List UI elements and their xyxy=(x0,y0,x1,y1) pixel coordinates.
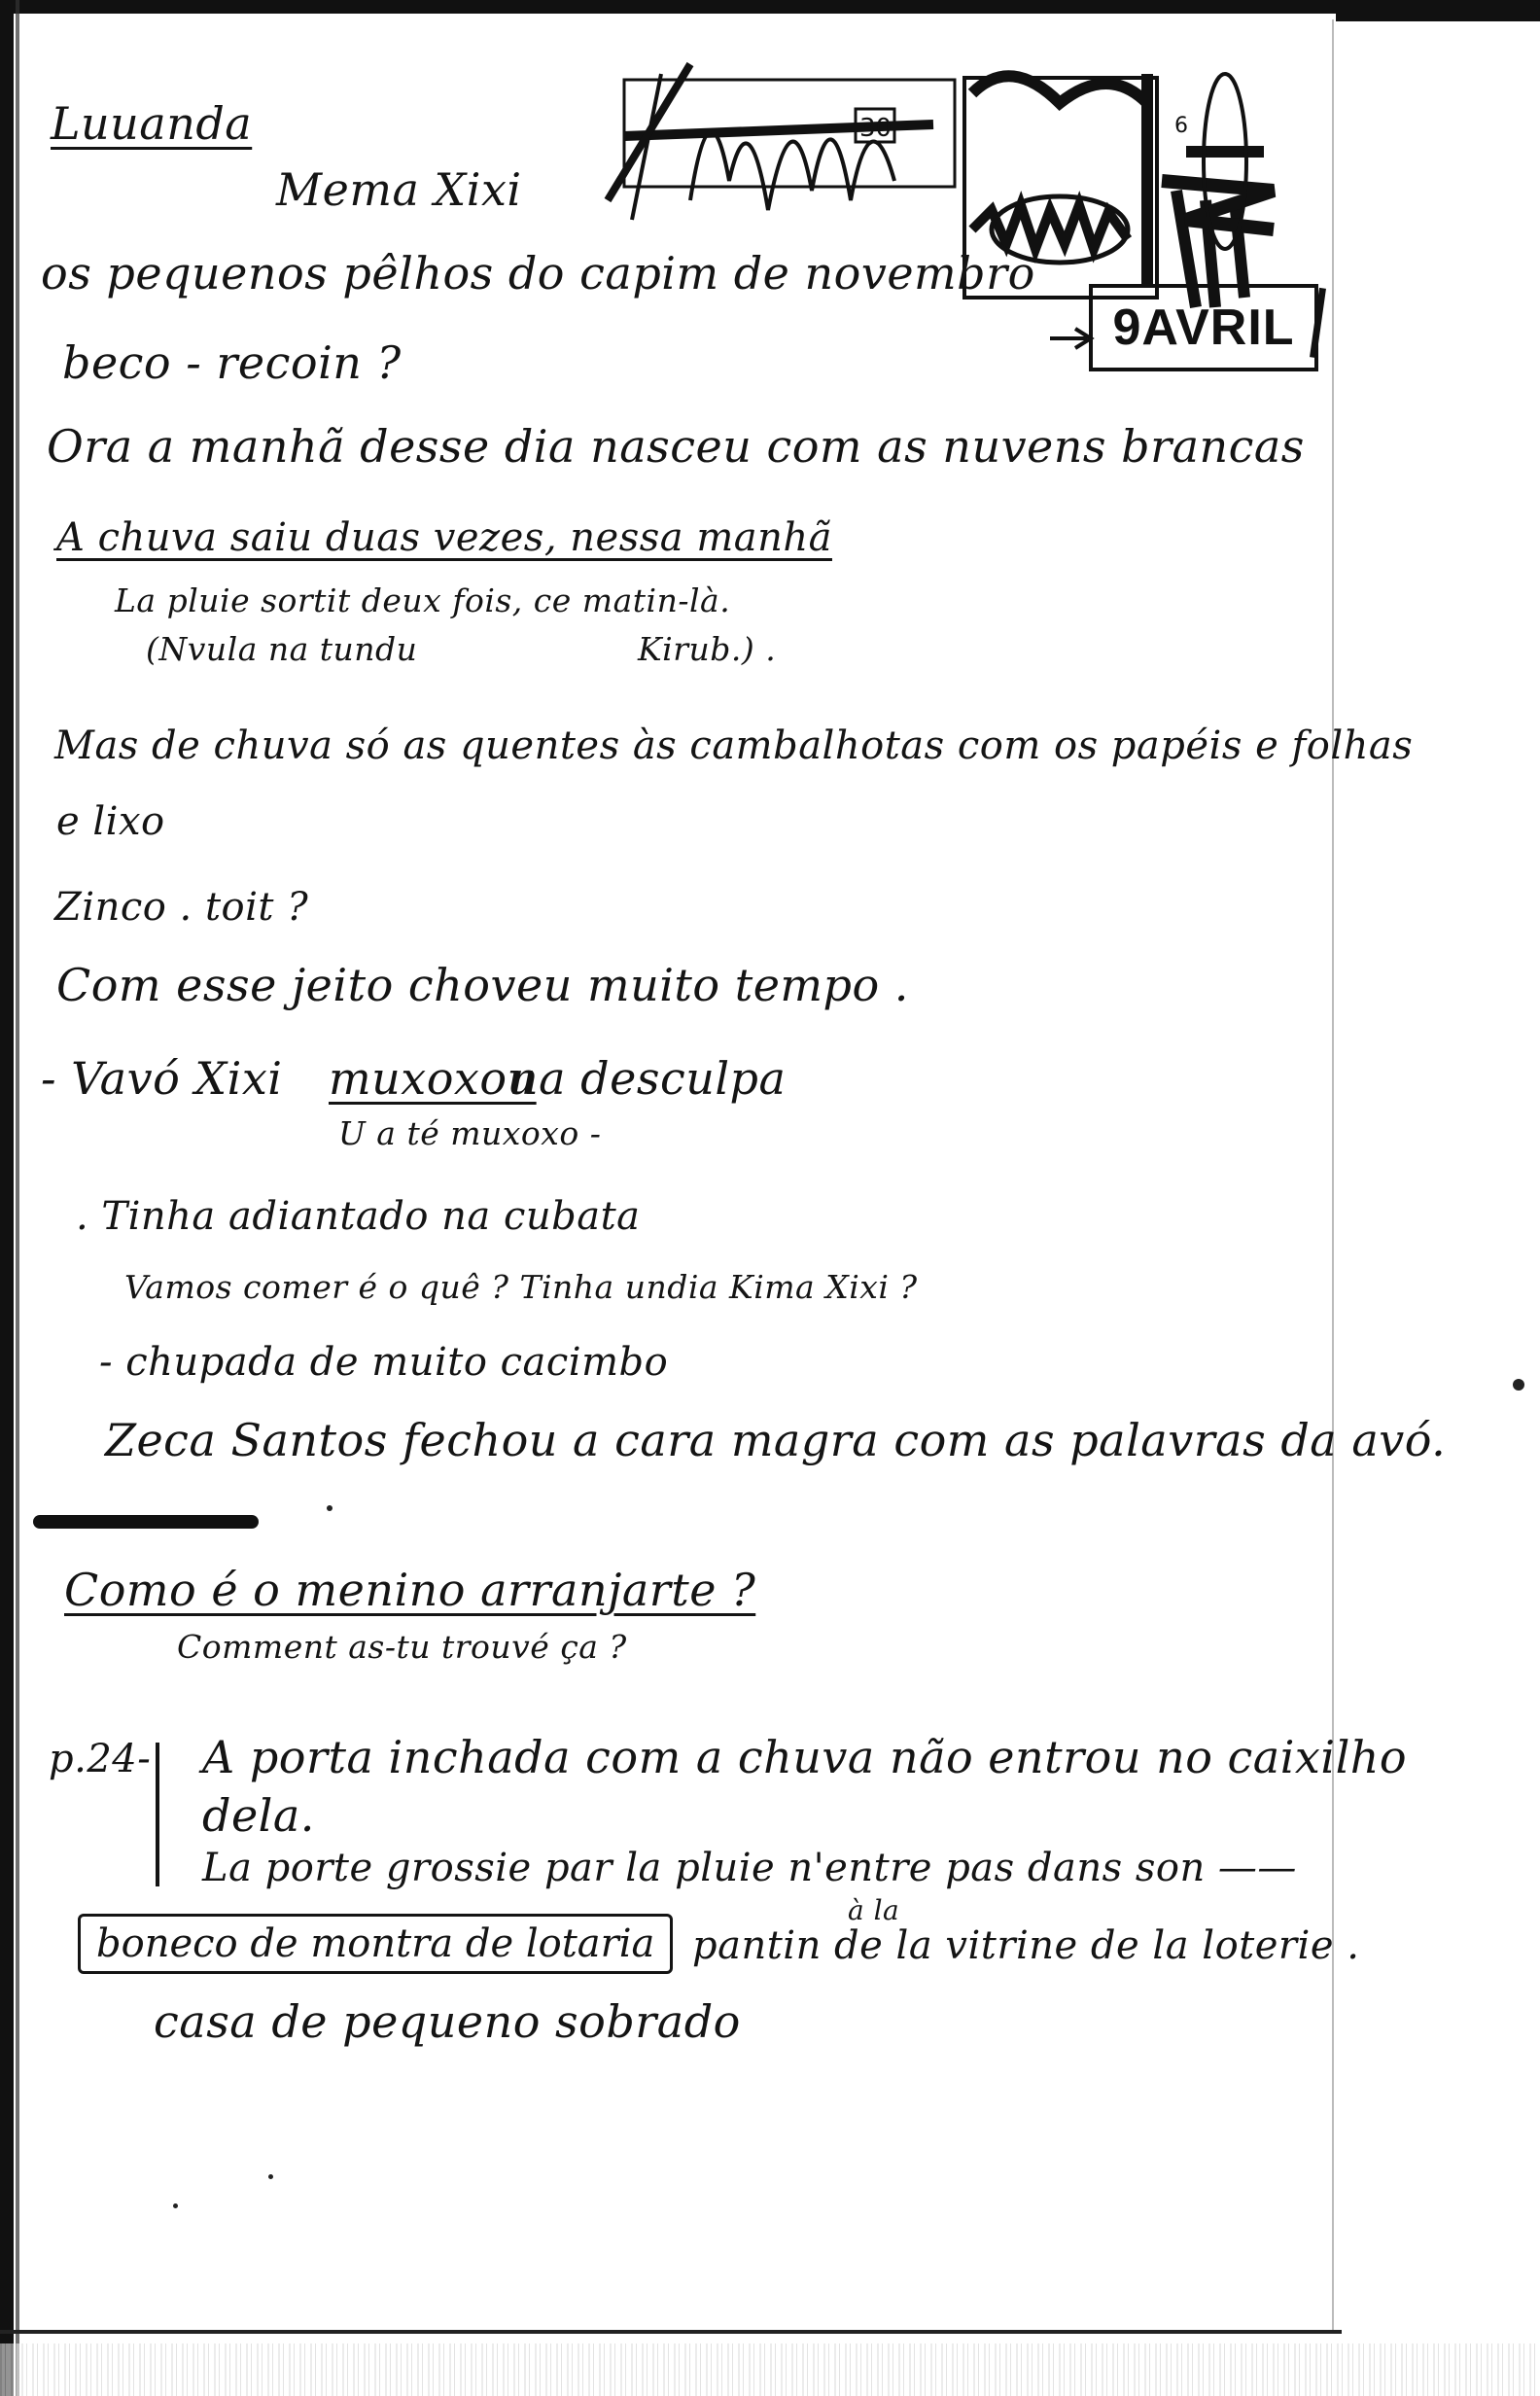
note-line-12: U a té muxoxo - xyxy=(338,1114,602,1152)
ink-speck xyxy=(173,2203,178,2208)
scan-edge-left-inner xyxy=(16,0,19,2396)
ink-speck xyxy=(327,1505,332,1511)
note-line-15: - chupada de muito cacimbo xyxy=(99,1340,669,1385)
note-line-11c: na desculpa xyxy=(509,1052,787,1105)
note-line-11a: - Vavó Xixi xyxy=(41,1052,283,1105)
note-line-3: Ora a manhã desse dia nasceu com as nuvens brancas xyxy=(47,420,1305,473)
svg-text:6: 6 xyxy=(1174,114,1188,138)
question-title: Como é o menino arranjarte ? xyxy=(64,1564,756,1616)
scan-edge-left xyxy=(0,0,14,2396)
date-stamp: 9AVRIL xyxy=(1089,284,1318,371)
note-line-1: os pequenos pêlhos do capim de novembro xyxy=(41,247,1035,300)
note-line-9: Zinco . toit ? xyxy=(54,885,309,930)
boxed-translation: pantin de la vitrine de la loterie . xyxy=(692,1923,1360,1968)
insert-above: à la xyxy=(848,1894,900,1926)
note-line-4: A chuva saiu duas vezes, nessa manhã xyxy=(56,515,832,560)
section-divider xyxy=(33,1515,259,1529)
note-line-8: e lixo xyxy=(56,799,165,844)
passage-line-3: La porte grossie par la pluie n'entre pas dans son —— xyxy=(202,1846,1297,1890)
passage-line-2: dela. xyxy=(202,1789,315,1842)
ink-speck xyxy=(1513,1379,1524,1391)
last-line: casa de pequeno sobrado xyxy=(154,1995,741,2048)
margin-bracket xyxy=(156,1743,159,1886)
note-line-2: beco - recoin ? xyxy=(62,336,402,389)
name-heading: Mema Xixi xyxy=(276,163,522,216)
page-bottom-edge xyxy=(0,2330,1342,2334)
note-line-14: Vamos comer é o quê ? Tinha undia Kima Xixi ? xyxy=(124,1268,918,1306)
note-line-16: Zeca Santos fechou a cara magra com as palavras da avó. xyxy=(105,1414,1447,1466)
passage-line-1: A porta inchada com a chuva não entrou no caixilho xyxy=(202,1731,1408,1783)
boxed-phrase: boneco de montra de lotaria xyxy=(78,1914,673,1974)
note-line-6b: Kirub.) . xyxy=(638,630,777,668)
question-translation: Comment as-tu trouvé ça ? xyxy=(177,1628,627,1666)
note-line-10: Com esse jeito choveu muito tempo . xyxy=(56,959,909,1011)
svg-text:30: 30 xyxy=(859,114,892,143)
note-line-11b: muxoxou xyxy=(329,1052,537,1105)
scan-edge-top xyxy=(0,0,1540,14)
note-line-7: Mas de chuva só as quentes às cambalhotas com os papéis e folhas xyxy=(54,723,1414,768)
note-line-13: . Tinha adiantado na cubata xyxy=(76,1194,641,1239)
ink-speck xyxy=(268,2174,273,2179)
translation-line-5: La pluie sortit deux fois, ce matin-là. xyxy=(115,581,731,619)
scan-noise-bottom xyxy=(0,2343,1540,2396)
page-right-margin xyxy=(1332,19,1334,2330)
scan-edge-top-right xyxy=(1336,0,1540,21)
note-line-6a: (Nvula na tundu xyxy=(146,630,418,668)
page-reference: p.24- xyxy=(49,1737,152,1781)
place-heading: Luuanda xyxy=(51,97,253,150)
